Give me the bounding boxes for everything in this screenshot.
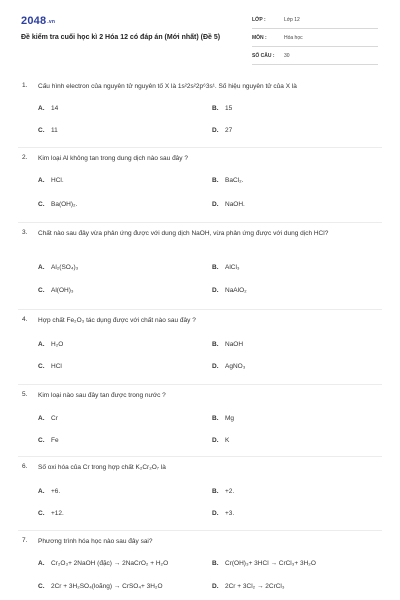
option-text: HCl.: [51, 177, 64, 184]
option-d[interactable]: D. +3.: [212, 510, 235, 517]
option-c[interactable]: C. HCl: [38, 363, 62, 370]
option-b[interactable]: B. NaOH: [212, 341, 244, 348]
option-text: Fe: [51, 437, 59, 444]
option-text: 14: [51, 105, 59, 112]
question-number: 1.: [22, 82, 28, 89]
option-b[interactable]: B. BaCl₂.: [212, 177, 244, 184]
option-c[interactable]: C. Al(OH)₃: [38, 287, 74, 294]
option-text: Al(OH)₃: [51, 287, 74, 294]
question-text: Kim loại Al không tan trong dung dịch nào sau đây ?: [38, 155, 188, 162]
option-d[interactable]: D. 27: [212, 127, 233, 134]
option-b[interactable]: B. Mg: [212, 415, 235, 422]
option-text: AlCl₃: [225, 264, 240, 271]
option-d[interactable]: D. 2Cr + 3Cl₂ → 2CrCl₃: [212, 583, 285, 590]
divider: [18, 384, 382, 385]
option-c[interactable]: C. Ba(OH)₂.: [38, 201, 78, 208]
option-text: Mg: [225, 415, 235, 422]
question-text: Số oxi hóa của Cr trong hợp chất K₂Cr₂O₇ là: [38, 464, 166, 471]
meta-value: Lớp 12: [284, 17, 300, 23]
meta-key: MÔN :: [252, 35, 267, 41]
option-a[interactable]: A. 14: [38, 105, 59, 112]
option-text: NaOH: [225, 341, 244, 348]
question-text: Hợp chất Fe₂O₃ tác dụng được với chất nào sau đây ?: [38, 317, 196, 324]
option-text: 11: [51, 127, 58, 134]
option-c[interactable]: C. 11: [38, 127, 58, 134]
question-text: Cấu hình electron của nguyên tử nguyên tố X là 1s²2s²2p⁶3s¹. Số hiệu nguyên tử của X là: [38, 83, 297, 90]
site-logo[interactable]: [21, 15, 55, 27]
meta-row-count: [252, 50, 378, 65]
logo-text: 2048: [21, 15, 47, 27]
option-text: Al₂(SO₄)₃: [51, 264, 79, 271]
question-number: 2.: [22, 154, 28, 161]
option-d[interactable]: D. AgNO₃: [212, 363, 246, 370]
question-number: 4.: [22, 316, 28, 323]
option-text: H₂O: [51, 341, 64, 348]
question-number: 3.: [22, 229, 28, 236]
option-text: Cr: [51, 415, 58, 422]
page-title: Đề kiểm tra cuối học kì 2 Hóa 12 có đáp án (Mới nhất) (Đề 5): [21, 34, 221, 41]
option-b[interactable]: B. 15: [212, 105, 233, 112]
divider: [18, 222, 382, 223]
divider: [18, 147, 382, 148]
option-text: 2Cr + 3H₂SO₄(loãng) → CrSO₄+ 3H₂O: [51, 583, 163, 590]
option-text: Cr(OH)₃+ 3HCl → CrCl₃+ 3H₂O: [225, 560, 316, 567]
question-text: Chất nào sau đây vừa phản ứng được với dung dịch NaOH, vừa phản ứng được với dung dịch HCl?: [38, 230, 329, 237]
option-a[interactable]: A. HCl.: [38, 177, 64, 184]
exam-meta: [252, 14, 378, 68]
option-b[interactable]: B. +2.: [212, 488, 235, 495]
option-text: +6.: [51, 488, 61, 495]
option-a[interactable]: A. Cr₂O₃+ 2NaOH (đặc) → 2NaCrO₂ + H₂O: [38, 560, 169, 567]
option-text: NaOH.: [225, 201, 245, 208]
option-c[interactable]: C. 2Cr + 3H₂SO₄(loãng) → CrSO₄+ 3H₂O: [38, 583, 163, 590]
question-text: Phương trình hóa học nào sau đây sai?: [38, 538, 153, 545]
option-text: +12.: [51, 510, 64, 517]
option-text: Ba(OH)₂.: [51, 201, 78, 208]
option-b[interactable]: B. AlCl₃: [212, 264, 240, 271]
question-text: Kim loại nào sau đây tan được trong nước ?: [38, 392, 166, 399]
option-d[interactable]: D. K: [212, 437, 230, 444]
meta-row-class: [252, 14, 378, 29]
option-text: HCl: [51, 363, 62, 370]
meta-key: LỚP :: [252, 17, 266, 23]
logo-suffix: .vn: [47, 19, 56, 25]
meta-value: 30: [284, 53, 290, 59]
option-a[interactable]: A. Cr: [38, 415, 58, 422]
option-text: NaAlO₂: [225, 287, 247, 294]
option-a[interactable]: A. +6.: [38, 488, 61, 495]
option-a[interactable]: A. Al₂(SO₄)₃: [38, 264, 79, 271]
meta-value: Hóa học: [284, 35, 303, 41]
option-text: 2Cr + 3Cl₂ → 2CrCl₃: [225, 583, 285, 590]
divider: [18, 530, 382, 531]
option-text: K: [225, 437, 230, 444]
question-number: 7.: [22, 537, 28, 544]
option-text: AgNO₃: [225, 363, 246, 370]
divider: [18, 456, 382, 457]
option-text: +3.: [225, 510, 235, 517]
option-a[interactable]: A. H₂O: [38, 341, 64, 348]
divider: [18, 309, 382, 310]
option-text: 15: [225, 105, 233, 112]
option-c[interactable]: C. Fe: [38, 437, 59, 444]
option-d[interactable]: D. NaOH.: [212, 201, 245, 208]
meta-key: SỐ CÂU :: [252, 53, 275, 59]
question-number: 6.: [22, 463, 28, 470]
option-c[interactable]: C. +12.: [38, 510, 64, 517]
question-number: 5.: [22, 391, 28, 398]
option-text: +2.: [225, 488, 235, 495]
option-text: 27: [225, 127, 233, 134]
option-text: BaCl₂.: [225, 177, 244, 184]
meta-row-subject: [252, 32, 378, 47]
option-b[interactable]: B. Cr(OH)₃+ 3HCl → CrCl₃+ 3H₂O: [212, 560, 316, 567]
option-d[interactable]: D. NaAlO₂: [212, 287, 247, 294]
option-text: Cr₂O₃+ 2NaOH (đặc) → 2NaCrO₂ + H₂O: [51, 560, 169, 567]
